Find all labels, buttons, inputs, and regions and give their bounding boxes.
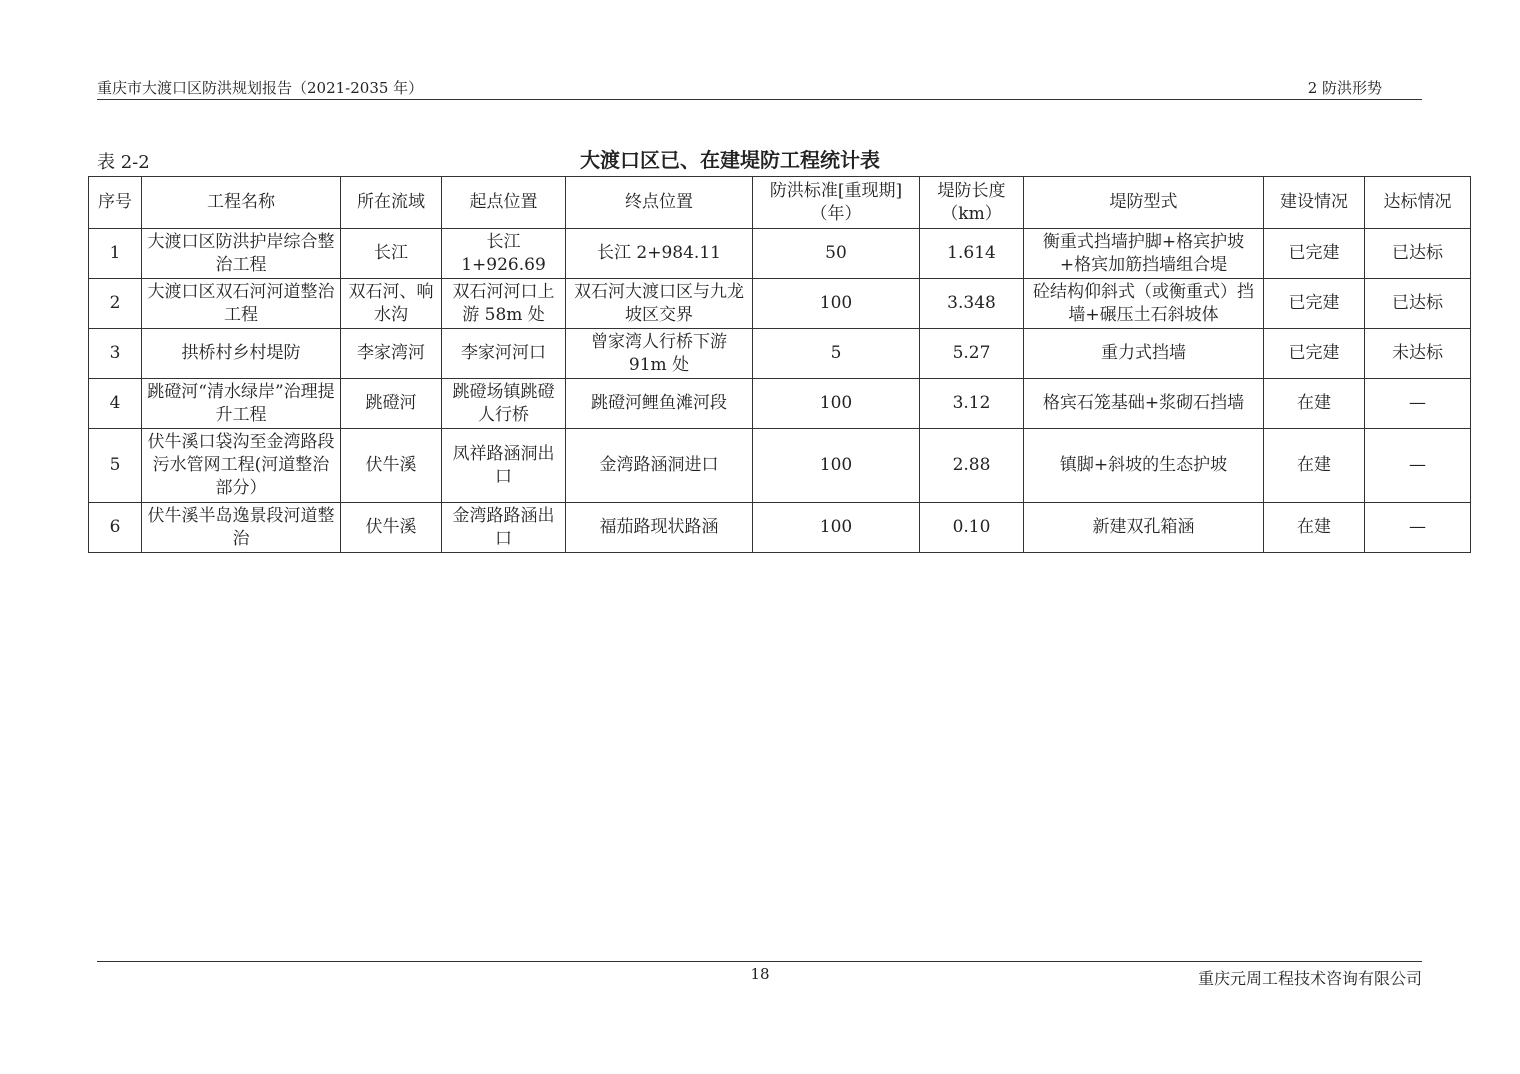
table-cell: 双石河河口上游 58m 处 [442, 279, 566, 329]
table-cell: 已达标 [1365, 229, 1471, 279]
table-cell: 长江 1+926.69 [442, 229, 566, 279]
table-cell: 1 [89, 229, 142, 279]
table-cell: 已完建 [1264, 229, 1365, 279]
table-cell: 5 [89, 429, 142, 503]
table-cell: 3 [89, 329, 142, 379]
table-cell: 伏牛溪口袋沟至金湾路段污水管网工程(河道整治部分） [142, 429, 341, 503]
table-cell: 金湾路涵洞进口 [566, 429, 753, 503]
table-cell: 跳磴河 [341, 379, 442, 429]
table-cell: 双石河大渡口区与九龙坡区交界 [566, 279, 753, 329]
table-cell: 跳磴河“清水绿岸”治理提升工程 [142, 379, 341, 429]
header-cell: 起点位置 [442, 177, 566, 229]
table-caption: 表 2-2 [97, 152, 150, 173]
report-title: 重庆市大渡口区防洪规划报告（2021-2035 年） [97, 79, 424, 97]
table-cell: 伏牛溪 [341, 503, 442, 553]
table-cell: 长江 2+984.11 [566, 229, 753, 279]
table-cell: 李家河河口 [442, 329, 566, 379]
header-cell: 建设情况 [1264, 177, 1365, 229]
table-cell: 5 [753, 329, 920, 379]
footer-rule [97, 961, 1422, 962]
table-cell: 双石河、响水沟 [341, 279, 442, 329]
table-cell: 2.88 [920, 429, 1024, 503]
header-cell: 终点位置 [566, 177, 753, 229]
header-cell: 所在流域 [341, 177, 442, 229]
table-cell: 大渡口区双石河河道整治工程 [142, 279, 341, 329]
table-header-row [89, 177, 1471, 229]
header-cell: 堤防长度（km） [920, 177, 1024, 229]
table-cell: 格宾石笼基础+浆砌石挡墙 [1024, 379, 1264, 429]
table-cell: 砼结构仰斜式（或衡重式）挡墙+碾压土石斜坡体 [1024, 279, 1264, 329]
table-cell: — [1365, 429, 1471, 503]
table-cell: 重力式挡墙 [1024, 329, 1264, 379]
company-name: 重庆元周工程技术咨询有限公司 [1197, 969, 1422, 988]
table-cell: — [1365, 503, 1471, 553]
table-cell: 0.10 [920, 503, 1024, 553]
table-cell: 100 [753, 503, 920, 553]
levee-project-table [88, 176, 1471, 553]
header-cell: 序号 [89, 177, 142, 229]
table-cell: 未达标 [1365, 329, 1471, 379]
table-cell: 1.614 [920, 229, 1024, 279]
section-title: 2 防洪形势 [1307, 79, 1382, 97]
table-row [89, 503, 1471, 553]
header-cell: 工程名称 [142, 177, 341, 229]
table-cell: 新建双孔箱涵 [1024, 503, 1264, 553]
header-rule [97, 99, 1422, 100]
table-cell: 镇脚+斜坡的生态护坡 [1024, 429, 1264, 503]
table-row [89, 279, 1471, 329]
table-row [89, 229, 1471, 279]
table-cell: 已完建 [1264, 329, 1365, 379]
table-cell: 福茄路现状路涵 [566, 503, 753, 553]
table-cell: 伏牛溪半岛逸景段河道整治 [142, 503, 341, 553]
table-row [89, 429, 1471, 503]
table-cell: 100 [753, 279, 920, 329]
table-cell: 凤祥路涵洞出口 [442, 429, 566, 503]
table-cell: 长江 [341, 229, 442, 279]
table-cell: 4 [89, 379, 142, 429]
table-cell: 100 [753, 379, 920, 429]
table-row [89, 329, 1471, 379]
table-cell: 曾家湾人行桥下游 91m 处 [566, 329, 753, 379]
table-cell: 50 [753, 229, 920, 279]
table-row [89, 379, 1471, 429]
table-title: 大渡口区已、在建堤防工程统计表 [580, 148, 880, 172]
table-cell: 李家湾河 [341, 329, 442, 379]
table-cell: 2 [89, 279, 142, 329]
table-cell: 拱桥村乡村堤防 [142, 329, 341, 379]
table-cell: — [1365, 379, 1471, 429]
table-cell: 已完建 [1264, 279, 1365, 329]
table-cell: 5.27 [920, 329, 1024, 379]
table-cell: 伏牛溪 [341, 429, 442, 503]
table-cell: 100 [753, 429, 920, 503]
table-cell: 大渡口区防洪护岸综合整治工程 [142, 229, 341, 279]
table-cell: 3.348 [920, 279, 1024, 329]
header-cell: 堤防型式 [1024, 177, 1264, 229]
table-cell: 已达标 [1365, 279, 1471, 329]
table-cell: 衡重式挡墙护脚+格宾护坡+格宾加筋挡墙组合堤 [1024, 229, 1264, 279]
table-cell: 3.12 [920, 379, 1024, 429]
header-cell: 达标情况 [1365, 177, 1471, 229]
table-cell: 6 [89, 503, 142, 553]
table-cell: 在建 [1264, 379, 1365, 429]
table-cell: 在建 [1264, 503, 1365, 553]
table-cell: 跳磴场镇跳磴人行桥 [442, 379, 566, 429]
table-cell: 金湾路路涵出口 [442, 503, 566, 553]
table-cell: 在建 [1264, 429, 1365, 503]
header-cell: 防洪标准[重现期]（年） [753, 177, 920, 229]
page-number: 18 [750, 965, 770, 983]
table-cell: 跳磴河鲤鱼滩河段 [566, 379, 753, 429]
